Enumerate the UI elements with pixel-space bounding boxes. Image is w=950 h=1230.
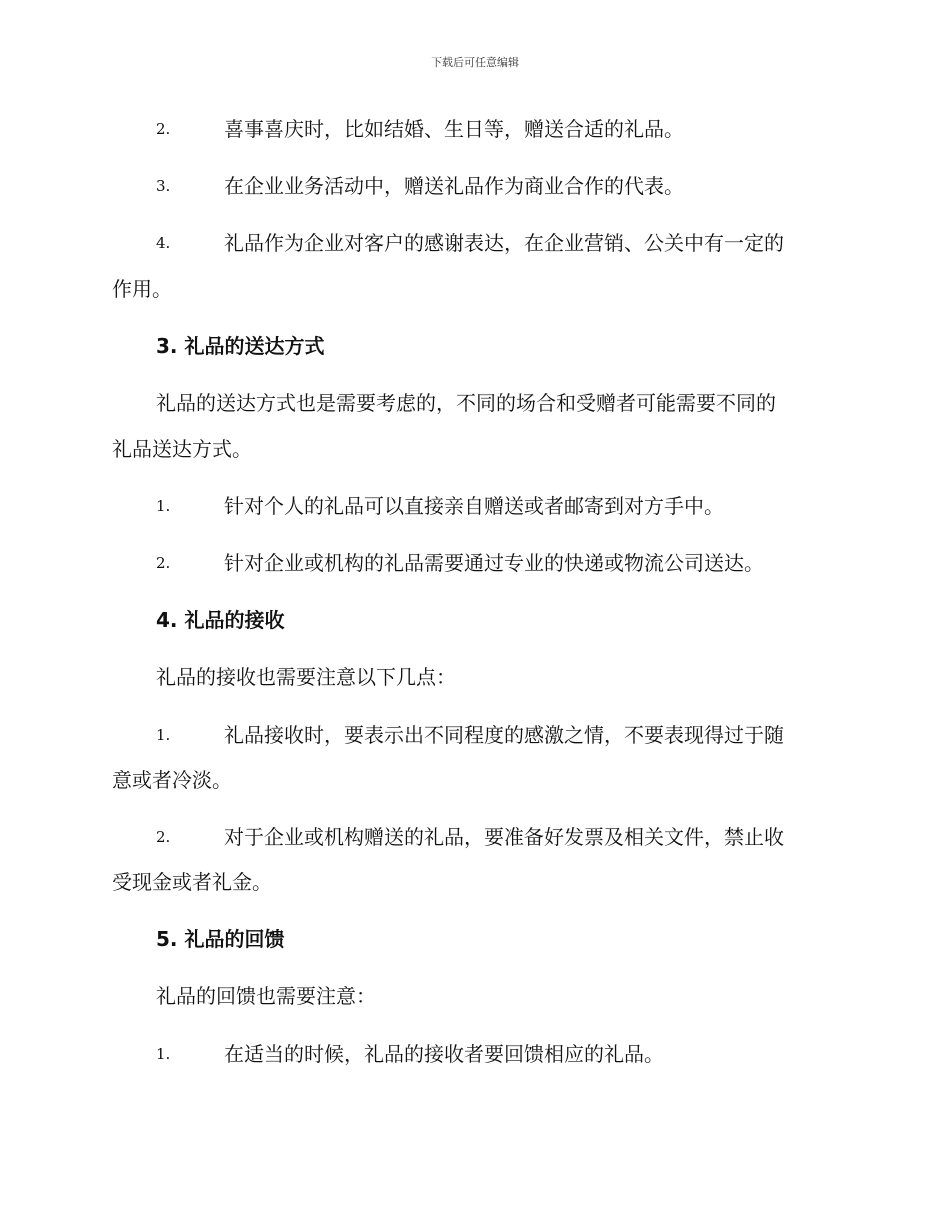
section-3-paragraph-line-2: 礼品送达方式。 — [112, 437, 252, 461]
list-item — [0, 483, 950, 529]
section-heading — [0, 323, 950, 369]
section-4-paragraph: 礼品的接收也需要注意以下几点： — [156, 665, 456, 689]
list-text: 针对个人的礼品可以直接亲自赠送或者邮寄到对方手中。 — [224, 494, 724, 518]
paragraph — [0, 426, 950, 472]
paragraph — [0, 654, 950, 700]
list-text: 礼品作为企业对客户的感谢表达，在企业营销、公关中有一定的 — [224, 231, 784, 255]
list-number: 1. — [156, 1045, 171, 1063]
section-4-heading: 4. 礼品的接收 — [156, 608, 285, 632]
list-item — [0, 814, 950, 860]
list-number: 1. — [156, 497, 171, 515]
section-5-paragraph: 礼品的回馈也需要注意： — [156, 984, 376, 1008]
list-text: 喜事喜庆时，比如结婚、生日等，赠送合适的礼品。 — [224, 117, 684, 141]
list-number: 2. — [156, 828, 171, 846]
list-text: 在适当的时候，礼品的接收者要回馈相应的礼品。 — [224, 1042, 664, 1066]
list-text: 针对企业或机构的礼品需要通过专业的快递或物流公司送达。 — [224, 551, 764, 575]
list-text-continuation: 受现金或者礼金。 — [112, 870, 272, 894]
list-item-continuation — [0, 757, 950, 803]
list-item — [0, 1031, 950, 1077]
list-item — [0, 106, 950, 152]
list-number: 2. — [156, 120, 171, 138]
list-text: 礼品接收时，要表示出不同程度的感激之情，不要表现得过于随 — [224, 723, 784, 747]
list-number: 2. — [156, 554, 171, 572]
list-number: 1. — [156, 726, 171, 744]
list-item — [0, 712, 950, 758]
list-item — [0, 540, 950, 586]
paragraph — [0, 973, 950, 1019]
page-header: 下载后可任意编辑 — [431, 56, 519, 69]
list-item-continuation — [0, 266, 950, 312]
list-item — [0, 220, 950, 266]
list-item-continuation — [0, 859, 950, 905]
section-heading — [0, 597, 950, 643]
list-text: 对于企业或机构赠送的礼品，要准备好发票及相关文件，禁止收 — [224, 825, 784, 849]
list-text: 在企业业务活动中，赠送礼品作为商业合作的代表。 — [224, 174, 684, 198]
list-text-continuation: 作用。 — [112, 277, 172, 301]
section-5-heading: 5. 礼品的回馈 — [156, 927, 285, 951]
section-3-heading: 3. 礼品的送达方式 — [156, 334, 325, 358]
paragraph — [0, 380, 950, 426]
list-item — [0, 163, 950, 209]
list-number: 4. — [156, 234, 171, 252]
list-text-continuation: 意或者冷淡。 — [112, 768, 232, 792]
list-number: 3. — [156, 177, 171, 195]
section-3-paragraph-line-1: 礼品的送达方式也是需要考虑的，不同的场合和受赠者可能需要不同的 — [156, 391, 776, 415]
section-heading — [0, 916, 950, 962]
